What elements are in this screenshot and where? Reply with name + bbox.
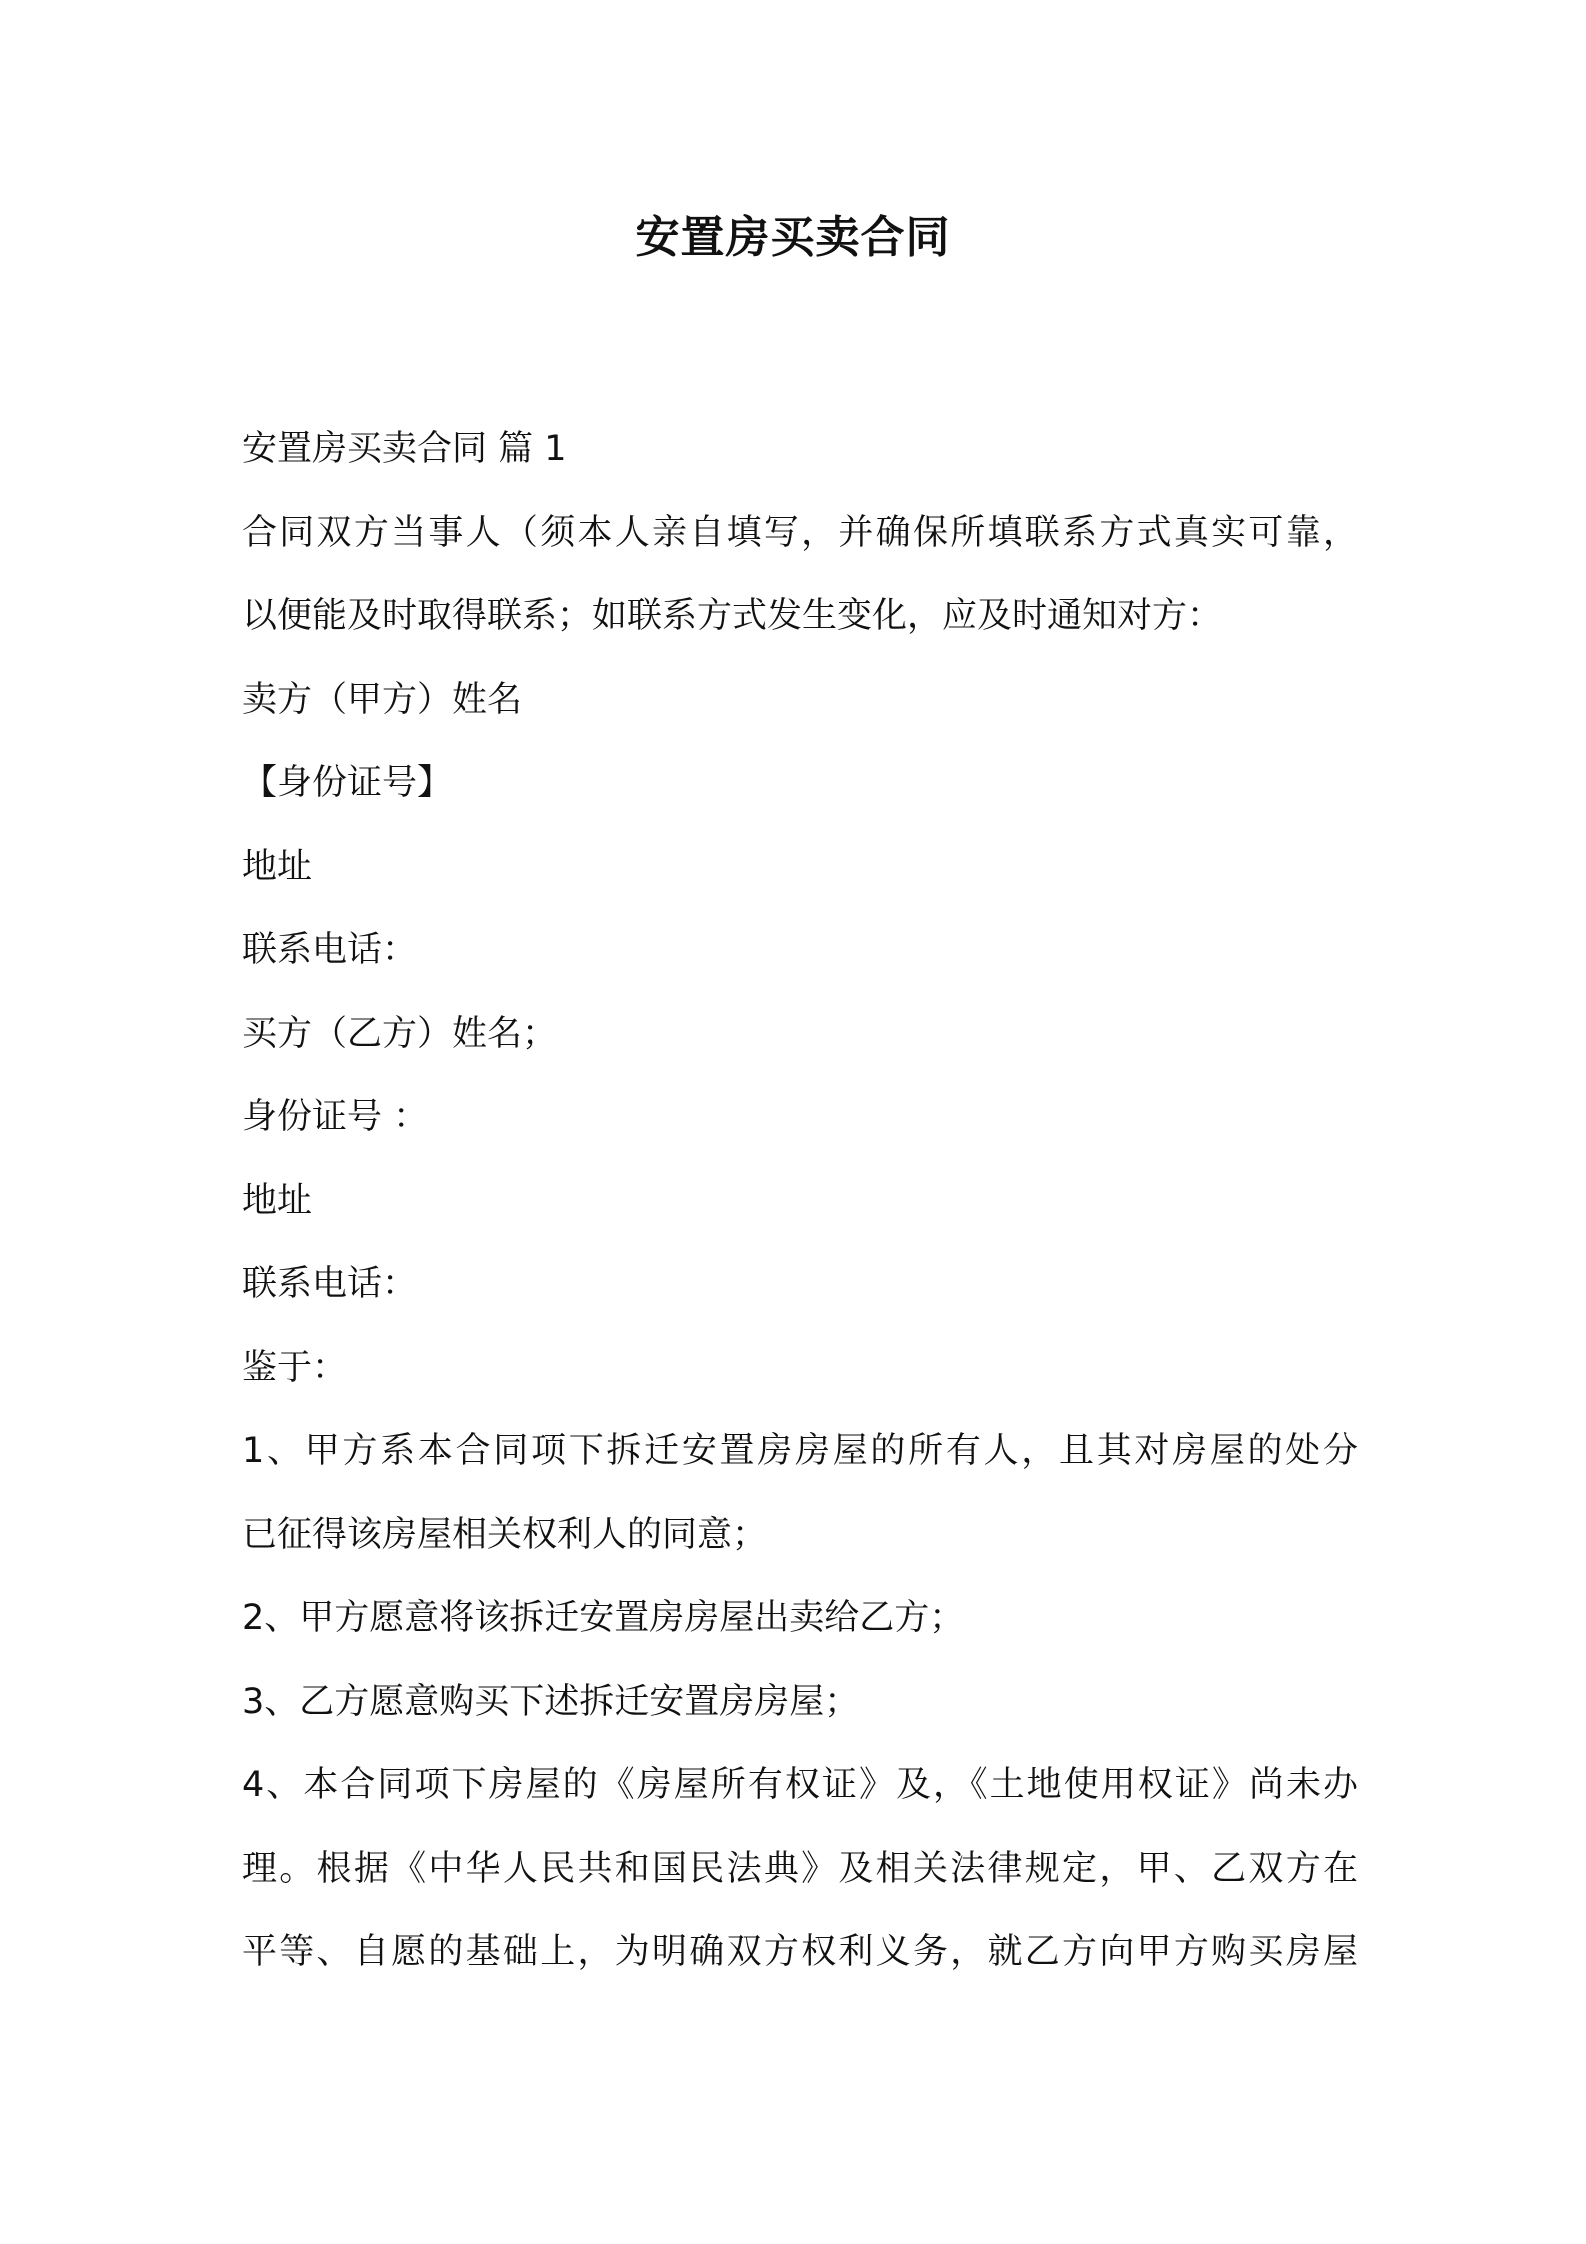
seller-id-label: 【身份证号】 bbox=[242, 763, 453, 803]
whereas-heading: 鉴于： bbox=[242, 1347, 348, 1388]
buyer-name-label: 买方（乙方）姓名； bbox=[242, 1013, 558, 1054]
clause-line: 1、甲方系本合同项下拆迁安置房房屋的所有人，且其对房屋的处分 bbox=[242, 1431, 1358, 1471]
clause-line: 平等、自愿的基础上，为明确双方权利义务，就乙方向甲方购买房屋 bbox=[242, 1932, 1358, 1972]
section-heading: 安置房买卖合同 篇 1 bbox=[242, 429, 567, 469]
document-body bbox=[242, 408, 1358, 1995]
paragraph-line: 以便能及时取得联系；如联系方式发生变化，应及时通知对方： bbox=[242, 596, 1223, 636]
document-title: 安置房买卖合同 bbox=[635, 212, 951, 263]
seller-name-label: 卖方（甲方）姓名 bbox=[242, 679, 523, 720]
buyer-id-label: 身份证号 ： bbox=[242, 1097, 429, 1137]
clause-line: 已征得该房屋相关权利人的同意； bbox=[242, 1514, 768, 1555]
clause-line: 2、甲方愿意将该拆迁安置房房屋出卖给乙方； bbox=[242, 1598, 965, 1638]
buyer-address-label: 地址 bbox=[242, 1180, 313, 1221]
clause-line: 3、乙方愿意购买下述拆迁安置房房屋； bbox=[242, 1681, 860, 1722]
seller-phone-label: 联系电话： bbox=[242, 930, 418, 970]
buyer-phone-label: 联系电话： bbox=[242, 1264, 418, 1304]
seller-address-label: 地址 bbox=[242, 846, 313, 887]
clause-line: 4、本合同项下房屋的《房屋所有权证》及，《土地使用权证》尚未办 bbox=[242, 1765, 1358, 1805]
paragraph-line: 合同双方当事人（须本人亲自填写，并确保所填联系方式真实可靠， bbox=[242, 512, 1358, 553]
clause-line: 理。根据《中华人民共和国民法典》及相关法律规定，甲、乙双方在 bbox=[242, 1848, 1358, 1889]
